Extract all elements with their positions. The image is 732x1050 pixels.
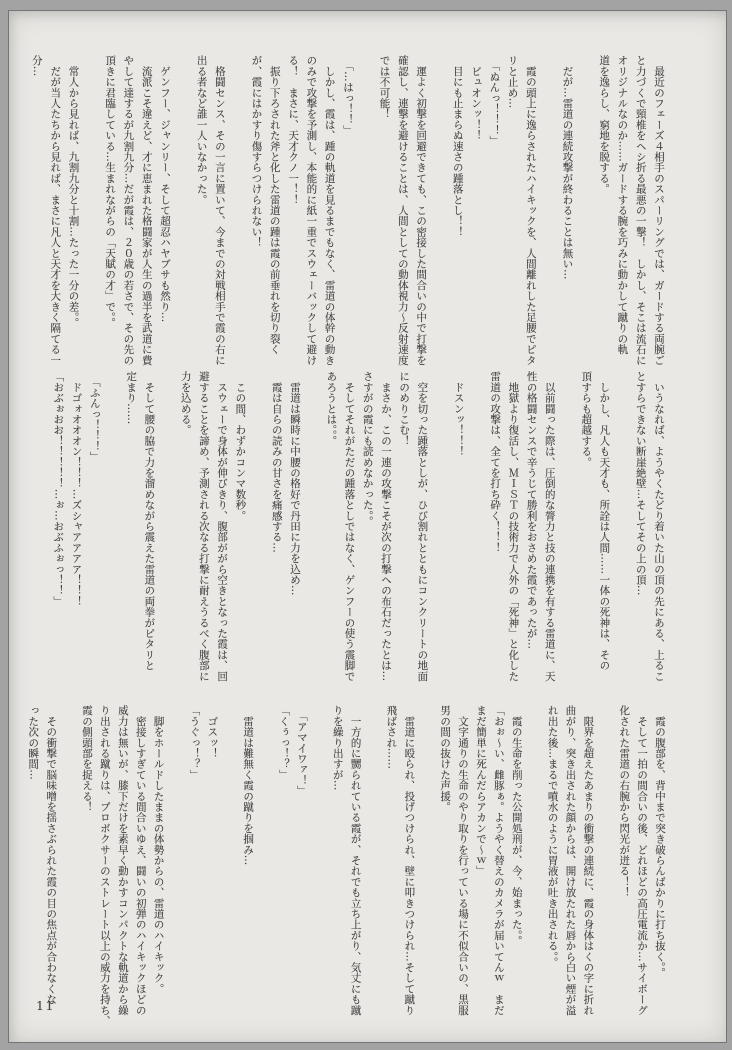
text-line: 化された雷道の右腕から閃光が迸る！！ <box>618 705 631 898</box>
text-line: 「おぶぉおお！！！！！…ぉ…おぶふぉっ！！」 <box>52 371 65 607</box>
text-line: 飛ばされ…… <box>385 705 398 770</box>
text-line: 道を逸らし、窮地を脱する。 <box>598 55 611 195</box>
text-line: ビュオンッ！！ <box>470 55 483 141</box>
text-line: いうなれば、ようやくたどり着いた山の頂の先にある、上るこ <box>653 371 665 682</box>
text-line: 目にも止まらぬ速さの踵落とし！！ <box>451 55 464 237</box>
text-line: 出る者など誰一人いなかった。 <box>195 55 208 205</box>
text-line: まだ簡単に死んだらアカンで～ｗ」 <box>474 705 487 877</box>
text-block-bottom <box>23 705 668 1026</box>
text-line: 運よく初撃を回避できても、この密接した間合いの中で打撃を <box>415 55 428 366</box>
text-line: 分… <box>30 55 43 77</box>
text-line: 霞の頭上に逸らされたハイキックを、人間離れした足腰でピタ <box>524 55 537 366</box>
text-line: しかし、凡人も天才も、所詮は人間……一体の死神は、その <box>598 371 611 671</box>
text-line: 確認し、連撃を避けることは、人間としての動体視力～反射速度 <box>396 55 409 366</box>
text-line: にのめりこむ！ <box>398 371 411 446</box>
text-line: 雷道の攻撃は、全てを打ち砕く！！！ <box>489 371 502 553</box>
text-line: そして腰の脇で力を溜めながら震えた雷道の両拳がピタリと <box>143 371 156 671</box>
text-line: あろうとは。。。 <box>325 371 338 447</box>
text-line: 密接しすぎている間合いゆえ、闘いの初弾のハイキックほどの <box>134 705 147 1016</box>
text-line: 最近のフェーズ４相手のスパーリングでは、ガードする両腕ご <box>653 55 665 366</box>
text-line: 雷道に殴られ、投げつけられ、壁に叩きつけられ…そして蹴り <box>403 705 416 1016</box>
text-line: 「ふんっ！！！」 <box>88 371 101 463</box>
text-line: 流派こそ違えど、才に恵まれた格闘家が人生の過半を武道に費 <box>140 55 153 366</box>
blank-line <box>525 705 543 1017</box>
text-line: 以前闘った際は、圧倒的な膂力と技の連携を有する雷道に、天 <box>543 371 556 682</box>
text-block-top <box>28 55 668 366</box>
blank-line <box>540 55 558 363</box>
blank-line <box>417 705 435 1017</box>
text-line: 地獄より復活し、ＭＩＳＴの技術力で人外の「死神」と化した <box>507 371 520 682</box>
blank-line <box>468 371 486 679</box>
text-line: 威力は無いが、膝下だけを素早く動かすコンパクトな軌道から繰 <box>116 705 129 1016</box>
text-line: 「くぅっ！？」 <box>277 705 290 780</box>
scanned-page <box>9 11 726 1042</box>
text-line: ゲンフー、ジャンリー、そして超忍ハヤブサも然り… <box>158 55 171 323</box>
text-line: だが当人たちから見れば、まさに凡人と天才を大きく隔てる一 <box>49 55 62 366</box>
blank-line <box>256 705 274 1017</box>
text-line: が、霞にはかすり傷すらつけられない！ <box>250 55 263 248</box>
text-line: ゴスッ！ <box>206 705 219 759</box>
text-line: 雷道は瞬時に中腰の格好で丹田に力を込め… <box>288 371 301 596</box>
blank-line <box>310 705 328 1017</box>
text-block-middle <box>49 371 668 682</box>
blank-line <box>430 55 448 363</box>
text-line: 「おぉ～い、雌豚ぁ。ようやく替えのカメラが届いてんｗ まだ <box>492 705 505 1016</box>
text-line: この間、わずかコンマ数秒。 <box>234 371 247 521</box>
text-line: ドスンッ！！！ <box>452 371 465 457</box>
blank-line <box>304 371 322 679</box>
blank-line <box>158 371 176 679</box>
text-line: 性の格闘センスで辛うじて勝利をおさめた霞であったが… <box>525 371 538 650</box>
text-line: 常人から見れば、九割九分と十割…たった一分の差。。 <box>67 55 80 328</box>
blank-line <box>83 55 101 363</box>
blank-line <box>249 371 267 679</box>
blank-line <box>220 705 238 1017</box>
text-line: 霞は自らの読みの甘さを痛感する… <box>270 371 283 553</box>
text-line: 「アマイワァ！」 <box>295 705 308 797</box>
text-line: 頂すらも超越する。 <box>580 371 593 468</box>
text-line: る！ まさに、天才クノ一！！ <box>287 55 300 205</box>
text-line: リと止め… <box>506 55 519 109</box>
text-line: 霞の生命を削った公開処刑が、今、始まった。。 <box>510 705 523 946</box>
text-line: 「…はっ！！」 <box>341 55 354 136</box>
blank-line <box>577 55 595 363</box>
blank-line <box>357 55 375 363</box>
text-line: さすがの霞にも読めなかった。。 <box>361 371 374 527</box>
text-line: そしてそれがただの踵落としではなく、ゲンフーの使う震脚で <box>343 371 356 682</box>
blank-line <box>613 371 631 679</box>
text-line: 格闘センス、その一言に置いて、今までの対戦相手で霞の右に <box>213 55 226 366</box>
text-line: った次の瞬間… <box>27 705 40 780</box>
text-line: そして一拍の間合いの後、どれほどの高圧電流か…サイボーグ <box>636 705 649 1016</box>
text-line: り出される蹴りは、プロボクサーのストレート以上の威力を持ち、 <box>98 705 111 1026</box>
blank-line <box>596 705 614 1017</box>
text-line: 男の間の抜けた声援。 <box>439 705 452 812</box>
page-number: 11 <box>36 998 55 1013</box>
blank-line <box>431 371 449 679</box>
text-line: りを繰り出すが… <box>331 705 344 791</box>
text-line: オリジナルなのか……ガードする腕を巧みに動かして蹴りの軌 <box>616 55 629 355</box>
text-line: では不可能！ <box>378 55 391 120</box>
text-line: だが…雷道の連続攻撃が終わることは無い… <box>561 55 574 280</box>
text-line: やして達するが九割九分…だが霞は、２０歳の若さで、その先の <box>122 55 135 366</box>
text-line: 一方的に嬲られている霞が、それでも立ち上がり、気丈にも蹴 <box>349 705 362 1016</box>
text-line: スウェーで身体が伸びきり、腹部ががら空きとなった霞は、回 <box>216 371 229 682</box>
text-line: 雷道は難無く霞の蹴りを掴み… <box>242 705 255 866</box>
text-line: 振り下ろされた斧と化した雷道の踵は霞の前垂れを切り裂く <box>268 55 281 355</box>
text-line: ドゴォオオオン！！！…ズシャアアアア！！！ <box>70 371 83 607</box>
text-line: 避することを諦め、予測される次なる打撃に耐えうるべく腹部に <box>197 371 210 682</box>
text-line: 限界を超えたあまりの衝撃の連続に、霞の身体はくの字に折れ <box>582 705 595 1016</box>
text-line: 「ぬんっ！！！」 <box>488 55 501 147</box>
text-line: と力づくで頸椎をヘシ折る最悪の一撃！ しかし、そこは流石に <box>634 55 647 366</box>
text-line: とすらできない断崖絶壁…そしてその上の頂… <box>634 371 647 596</box>
text-line: 「うぐっ！？」 <box>188 705 201 780</box>
blank-line <box>174 55 192 363</box>
text-line: 霞の側頭部を捉える！ <box>81 705 93 812</box>
text-line: 頂きに君臨している…生まれながらの「天賦の才」で。。 <box>104 55 117 328</box>
text-line: その衝撃で脳味噌を揺さぶられた霞の目の焦点が合わなくな <box>45 705 58 1005</box>
text-line: 空を切った踵落としが、ひび割れとともにコンクリートの地面 <box>416 371 429 682</box>
blank-line <box>59 705 77 1017</box>
blank-line <box>104 371 122 679</box>
text-line: 定まり…… <box>125 371 138 425</box>
text-line: しかし、霞は、踵の軌道を見るまでもなく、雷道の体幹の動き <box>323 55 336 366</box>
blank-line <box>559 371 577 679</box>
blank-line <box>229 55 247 363</box>
text-line: 力を込める。 <box>179 371 192 436</box>
blank-line <box>364 705 382 1017</box>
text-line: 霞の腹部を、背中まで突き破らんばかりに打ち抜く。。 <box>654 705 666 978</box>
text-line: まさか、この一連の攻撃こそが次の打撃への布石だったとは… <box>379 371 392 682</box>
text-line: 曲がり、突き出された顔からは、開け放たれた唇から白い煙が溢 <box>564 705 577 1016</box>
text-line: れ出た後…まるで噴水のように胃液が吐き出される。。 <box>546 705 559 968</box>
blank-line <box>167 705 185 1017</box>
text-line: のみで攻撃を予測し、本能的に紙一重でスウェーバックして避け <box>305 55 318 366</box>
text-line: 脚をホールドしたままの体勢からの、雷道のハイキック。 <box>152 705 165 994</box>
text-line: 文字通りの生命のやり取りを行っている場に不似合いの、黒服 <box>457 705 470 1016</box>
